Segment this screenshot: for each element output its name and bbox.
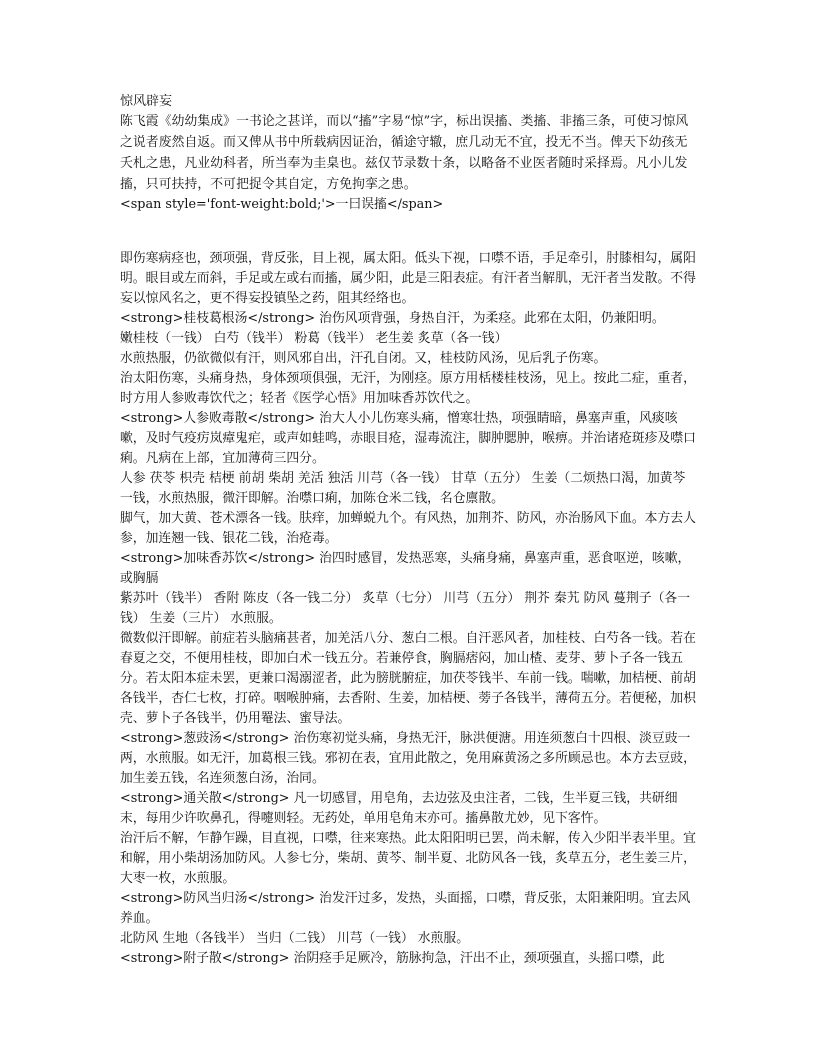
- paragraph: <strong>附子散</strong> 治阴痉手足厥冷，筋脉拘急，汗出不止，颈项强直，头摇口噤，此: [120, 951, 665, 966]
- paragraph: 紫苏叶（钱半） 香附 陈皮（各一钱二分） 炙草（七分） 川芎（五分） 荆芥 秦艽 防风 蔓荆子（各一钱） 生姜（三片） 水煎服。: [120, 591, 691, 626]
- body-text: [120, 249, 696, 969]
- paragraph: 北防风 生地（各钱半） 当归（二钱） 川芎（一钱） 水煎服。: [120, 931, 469, 946]
- page-title: 惊风辟妄: [120, 94, 173, 109]
- paragraph: 嫩桂枝（一钱） 白芍（钱半） 粉葛（钱半） 老生姜 炙草（各一钱）: [120, 331, 508, 346]
- paragraph: 治汗后不解，乍静乍躁，目直视，口噤，往来寒热。此太阳阳明已罢，尚未解，传入少阳半表半里。宜和解，用小柴胡汤加防风。人参七分，柴胡、黄芩、制半夏、北防风各一钱，炙草五分，老生姜三片，大枣一枚，水煎服。: [120, 831, 696, 886]
- paragraph: <strong>防风当归汤</strong> 治发汗过多，发热，头面摇，口噤，背反张，太阳兼阳明。宜去风养血。: [120, 891, 691, 926]
- paragraph: <strong>葱豉汤</strong> 治伤寒初觉头痛，身热无汗，脉洪便溏。用连须葱白十四根、淡豆豉一两，水煎服。如无汗，加葛根三钱。邪初在表，宜用此散之，免用麻黄汤之多所顾忌也。本方去豆豉，加生姜五钱，名连须葱白汤，治同。: [120, 731, 696, 786]
- paragraph: <strong>加味香苏饮</strong> 治四时感冒，发热恶寒，头痛身痛，鼻塞声重，恶食呕逆，咳嗽，或胸膈: [120, 551, 691, 586]
- paragraph: 即伤寒病痉也，颈项强，背反张，目上视，属太阳。低头下视，口噤不语，手足牵引，肘膝相勾，属阳明。眼目或左而斜，手足或左或右而搐，属少阳，此是三阳表症。有汗者当解肌，无汗者当发散。不得妄以惊风名之，更不得妄投镇坠之药，阻其经络也。: [120, 251, 696, 306]
- paragraph: <strong>桂枝葛根汤</strong> 治伤风项背强，身热自汗，为柔痉。此邪在太阳，仍兼阳明。: [120, 311, 665, 326]
- intro-paragraph: 陈飞霞《幼幼集成》一书论之甚详，而以“搐”字易“惊”字，标出误搐、类搐、非搐三条，可使习惊风之说者废然自返。而又俾从书中所载病因证治，循途守辙，庶几动无不宜，投无不当。俾天下幼孩无夭札之患，凡业幼科者，所当奉为圭臬也。兹仅节录数十条，以略备不业医者随时采择焉。凡小儿发搐，只可扶持，不可把捉令其自定，方免拘挛之患。: [120, 114, 689, 192]
- paragraph: 水煎热服，仍欲微似有汗，则风邪自出，汗孔自闭。又，桂枝防风汤，见后乳子伤寒。: [120, 351, 607, 366]
- paragraph: <strong>人参败毒散</strong> 治大人小儿伤寒头痛，憎寒壮热，项强睛暗，鼻塞声重，风痰咳嗽，及时气疫疠岚瘴鬼疟，或声如蛙鸣，赤眼目疮，湿毒流注，脚肿腮肿，喉痹。并治诸疮斑疹及噤口痢。凡病在上部，宜加薄荷三四分。: [120, 411, 696, 466]
- paragraph: 脚气，加大黄、苍术漂各一钱。肤痒，加蝉蜕九个。有风热，加荆芥、防风，亦治肠风下血。本方去人参，加连翘一钱、银花二钱，治疮毒。: [120, 511, 696, 546]
- paragraph: 治太阳伤寒，头痛身热，身体颈项俱强，无汗，为刚痉。原方用栝楼桂枝汤，见上。按此二症，重者，时方用人参败毒饮代之；轻者《医学心悟》用加味香苏饮代之。: [120, 371, 696, 406]
- paragraph: 微数似汗即解。前症若头脑痛甚者，加羌活八分、葱白二根。自汗恶风者，加桂枝、白芍各一钱。若在春夏之交，不便用桂枝，即加白术一钱五分。若兼停食，胸膈痞闷，加山楂、麦芽、萝卜子各一钱五分。若太阳本症未罢，更兼口渴溺涩者，此为膀胱腑症，加茯苓钱半、车前一钱。喘嗽，加桔梗、前胡各钱半，杏仁七枚，打碎。咽喉肿痛，去香附、生姜，加桔梗、蒡子各钱半，薄荷五分。若便秘，加枳壳、萝卜子各钱半，仍用罨法、蜜导法。: [120, 631, 696, 726]
- document-page: [120, 93, 696, 969]
- paragraph: 人参 茯苓 枳壳 桔梗 前胡 柴胡 羌活 独活 川芎（各一钱） 甘草（五分） 生姜（二烦热口渴，加黄芩一钱，水煎热服，微汗即解。治噤口痢，加陈仓米二钱，名仓廪散。: [120, 471, 686, 506]
- paragraph: <strong>通关散</strong> 凡一切感冒，用皂角，去边弦及虫注者，二钱，生半夏三钱，共研细末，每用少许吹鼻孔，得嚏则轻。无药处，单用皂角末亦可。搐鼻散尤妙，见下客忤。: [120, 791, 678, 826]
- section-heading: <span style='font-weight:bold;'>一曰误搐</span>: [120, 197, 444, 212]
